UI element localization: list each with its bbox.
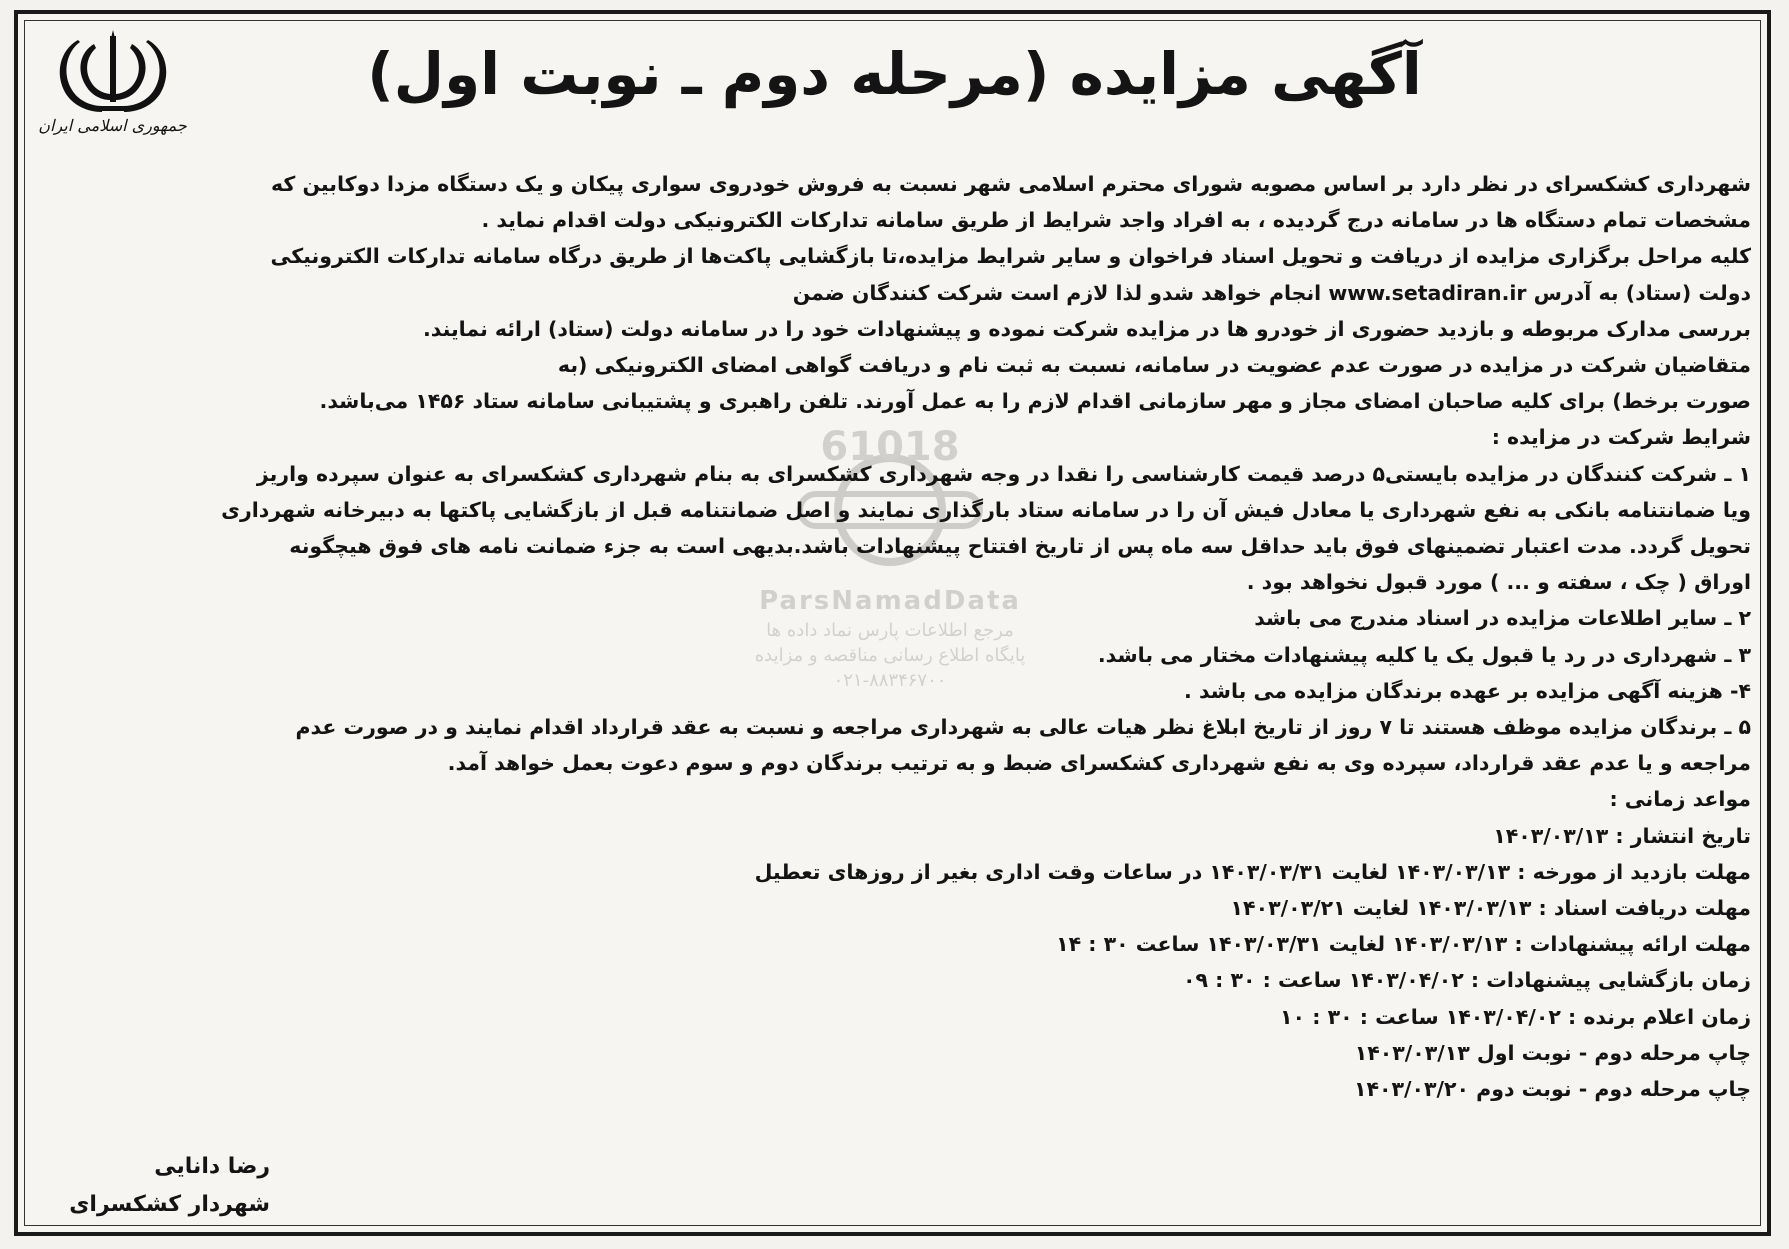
conditions-heading: شرایط شرکت در مزایده :	[1491, 425, 1751, 450]
setadiran-url[interactable]: www.setadiran.ir	[1328, 280, 1527, 305]
print-first: چاپ مرحله دوم - نوبت اول ۱۴۰۳/۰۳/۱۳	[1354, 1040, 1751, 1065]
url-line-before: دولت (ستاد) به آدرس	[1533, 280, 1751, 305]
body-line: متقاضیان شرکت در مزایده در صورت عدم عضویت در سامانه، نسبت به ثبت نام و دریافت گواهی امضای الکترونیکی (به	[557, 353, 1751, 378]
schedule-winner: زمان اعلام برنده : ۱۴۰۳/۰۴/۰۲ ساعت : ۳۰ : ۱۰	[1280, 1004, 1751, 1029]
schedule-documents: مهلت دریافت اسناد : ۱۴۰۳/۰۳/۱۳ لغایت ۱۴۰۳/۰۳/۲۱	[1230, 896, 1751, 921]
condition-5-cont: مراجعه و یا عدم عقد قرارداد، سپرده وی به نفع شهرداری کشکسرای ضبط و به ترتیب برندگان دوم و سوم دعوت بعمل خواهد آمد.	[447, 751, 1751, 776]
notice-title: آگهی مزایده (مرحله دوم ـ نوبت اول)	[367, 40, 1422, 108]
iran-emblem-icon	[48, 26, 178, 118]
condition-3: ۳ ـ شهرداری در رد یا قبول یک یا کلیه پیشنهادات مختار می باشد.	[1097, 642, 1751, 667]
emblem-caption: جمهوری اسلامی ایران	[38, 116, 187, 135]
notice-body	[38, 166, 1751, 1107]
body-line: کلیه مراحل برگزاری مزایده از دریافت و تحویل اسناد فراخوان و سایر شرایط مزایده،تا بازگشایی پاکت‌ها از طریق درگاه سامانه تدارکات الکترونیکی	[270, 244, 1751, 269]
condition-1-cont: ویا ضمانتنامه بانکی به نفع شهرداری یا معادل فیش آن را در سامانه ستاد بارگذاری نمایند و اصل ضمانتنامه قبل از بازگشایی پاکتها به دبیرخانه شهرداری	[221, 497, 1751, 522]
condition-2: ۲ ـ سایر اطلاعات مزایده در اسناد مندرج می باشد	[1254, 606, 1751, 631]
body-line: بررسی مدارک مربوطه و بازدید حضوری از خودرو ها در مزایده شرکت نموده و پیشنهادات خود را در سامانه دولت (ستاد) ارائه نمایند.	[422, 316, 1751, 341]
url-line-after: انجام خواهد شدو لذا لازم است شرکت کنندگان ضمن	[792, 280, 1322, 305]
schedule-heading: مواعد زمانی :	[1609, 787, 1751, 812]
signer-name: رضا دانایی	[154, 1154, 270, 1179]
signature-block	[50, 1148, 270, 1224]
condition-1-cont: اوراق ( چک ، سفته و ... ) مورد قبول نخواهد بود .	[1246, 570, 1751, 595]
body-line: شهرداری کشکسرای در نظر دارد بر اساس مصوبه شورای محترم اسلامی شهر نسبت به فروش خودروی سواری پیکان و یک دستگاه مزدا دوکابین که	[270, 172, 1751, 196]
condition-1: ۱ ـ شرکت کنندگان در مزایده بایستی۵ درصد قیمت کارشناسی را نقدا در وجه شهرداری کشکسرای به بنام شهرداری کشکسرای به عنوان سپرده واریز	[256, 461, 1751, 486]
schedule-opening: زمان بازگشایی پیشنهادات : ۱۴۰۳/۰۴/۰۲ ساعت : ۳۰ : ۰۹	[1182, 968, 1751, 993]
body-line-with-url	[38, 275, 1751, 311]
signer-position: شهردار کشکسرای	[69, 1192, 270, 1217]
condition-5: ۵ ـ برندگان مزایده موظف هستند تا ۷ روز از تاریخ ابلاغ نظر هیات عالی به شهرداری مراجعه و نسبت به عقد قرارداد اقدام نمایند و در صورت عدم	[295, 715, 1751, 740]
schedule-bids: مهلت ارائه پیشنهادات : ۱۴۰۳/۰۳/۱۳ لغایت ۱۴۰۳/۰۳/۳۱ ساعت ۳۰ : ۱۴	[1056, 932, 1751, 957]
print-second: چاپ مرحله دوم - نوبت دوم ۱۴۰۳/۰۳/۲۰	[1353, 1077, 1751, 1102]
schedule-publish-date: تاریخ انتشار : ۱۴۰۳/۰۳/۱۳	[1493, 823, 1751, 848]
iran-emblem	[30, 26, 195, 154]
condition-1-cont: تحویل گردد. مدت اعتبار تضمینهای فوق باید حداقل سه ماه پس از تاریخ افتتاح پیشنهادات باشد.بدیهی است به جزء ضمانت نامه های فوق هیچگونه	[289, 534, 1751, 559]
condition-4: ۴- هزینه آگهی مزایده بر عهده برندگان مزایده می باشد .	[1184, 678, 1751, 703]
body-line: مشخصات تمام دستگاه ها در سامانه درج گردیده ، به افراد واجد شرایط از طریق سامانه تدارکات الکترونیکی دولت اقدام نماید .	[481, 208, 1751, 233]
body-line: صورت برخط) برای کلیه صاحبان امضای مجاز و مهر سازمانی اقدام لازم را به عمل آورند. تلفن راهبری و پشتیبانی سامانه ستاد ۱۴۵۶ می‌باشد.	[319, 389, 1751, 414]
schedule-visit: مهلت بازدید از مورخه : ۱۴۰۳/۰۳/۱۳ لغایت ۱۴۰۳/۰۳/۳۱ در ساعات وقت اداری بغیر از روزهای تعطیل	[754, 859, 1751, 884]
